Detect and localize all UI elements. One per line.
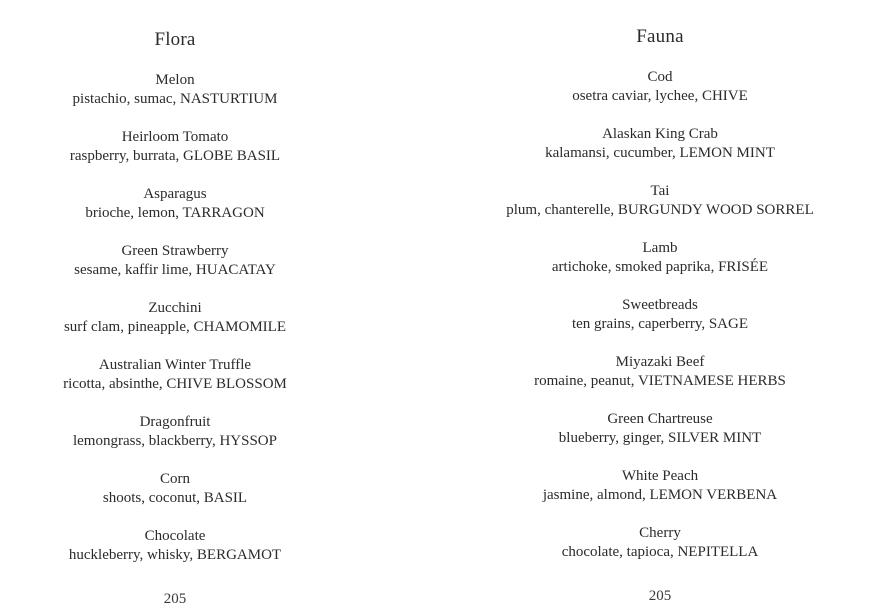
fauna-dish <box>480 296 840 353</box>
page-number: 205 <box>648 588 672 604</box>
dish-name: Chocolate <box>144 528 206 544</box>
dish-description: lemongrass, blackberry, HYSSOP <box>72 433 277 449</box>
dish-name: Green Chartreuse <box>607 411 713 427</box>
dish-name: Dragonfruit <box>139 414 211 430</box>
dish-name: Zucchini <box>148 300 202 316</box>
fauna-title: Fauna <box>636 26 684 47</box>
dish-name: White Peach <box>621 468 699 484</box>
flora-dish <box>40 128 310 185</box>
dish-name: Corn <box>160 471 190 487</box>
dish-description: surf clam, pineapple, CHAMOMILE <box>63 319 287 335</box>
dish-description: blueberry, ginger, SILVER MINT <box>558 430 762 446</box>
flora-column <box>40 27 310 609</box>
dish-name: Cod <box>647 69 673 85</box>
fauna-dish <box>480 182 840 239</box>
dish-name: Asparagus <box>143 186 207 202</box>
dish-description: brioche, lemon, TARRAGON <box>85 205 265 221</box>
fauna-dish <box>480 353 840 410</box>
dish-name: Australian Winter Truffle <box>98 357 252 373</box>
flora-dish <box>40 299 310 356</box>
flora-dish <box>40 242 310 299</box>
dish-description: ten grains, caperberry, SAGE <box>571 316 749 332</box>
dish-name: Cherry <box>639 525 681 541</box>
fauna-dish <box>480 467 840 524</box>
fauna-dish <box>480 125 840 182</box>
fauna-dish <box>480 239 840 296</box>
fauna-dish <box>480 68 840 125</box>
dish-name: Heirloom Tomato <box>121 129 229 145</box>
fauna-dish <box>480 524 840 581</box>
flora-dish <box>40 527 310 584</box>
dish-description: raspberry, burrata, GLOBE BASIL <box>69 148 281 164</box>
dish-description: pistachio, sumac, NASTURTIUM <box>72 91 278 107</box>
fauna-dish <box>480 410 840 467</box>
dish-description: osetra caviar, lychee, CHIVE <box>572 88 748 104</box>
dish-description: kalamansi, cucumber, LEMON MINT <box>545 145 775 161</box>
flora-dish <box>40 356 310 413</box>
dish-description: chocolate, tapioca, NEPITELLA <box>561 544 759 560</box>
fauna-column <box>480 24 840 606</box>
dish-description: huckleberry, whisky, BERGAMOT <box>68 547 282 563</box>
dish-description: shoots, coconut, BASIL <box>102 490 248 506</box>
dish-name: Tai <box>650 183 670 199</box>
flora-dish <box>40 413 310 470</box>
dish-description: artichoke, smoked paprika, FRISÉE <box>551 259 769 275</box>
dish-description: jasmine, almond, LEMON VERBENA <box>542 487 778 503</box>
page-number: 205 <box>163 591 187 607</box>
flora-dish <box>40 470 310 527</box>
dish-name: Green Strawberry <box>121 243 229 259</box>
dish-name: Sweetbreads <box>622 297 698 313</box>
dish-description: sesame, kaffir lime, HUACATAY <box>74 262 276 278</box>
flora-title: Flora <box>154 29 196 50</box>
dish-name: Lamb <box>642 240 678 256</box>
dish-description: plum, chanterelle, BURGUNDY WOOD SORREL <box>506 202 814 218</box>
dish-name: Alaskan King Crab <box>602 126 718 142</box>
dish-description: ricotta, absinthe, CHIVE BLOSSOM <box>63 376 287 392</box>
dish-name: Melon <box>155 72 195 88</box>
dish-name: Miyazaki Beef <box>615 354 705 370</box>
flora-dish <box>40 185 310 242</box>
dish-description: romaine, peanut, VIETNAMESE HERBS <box>534 373 786 389</box>
flora-dish <box>40 71 310 128</box>
